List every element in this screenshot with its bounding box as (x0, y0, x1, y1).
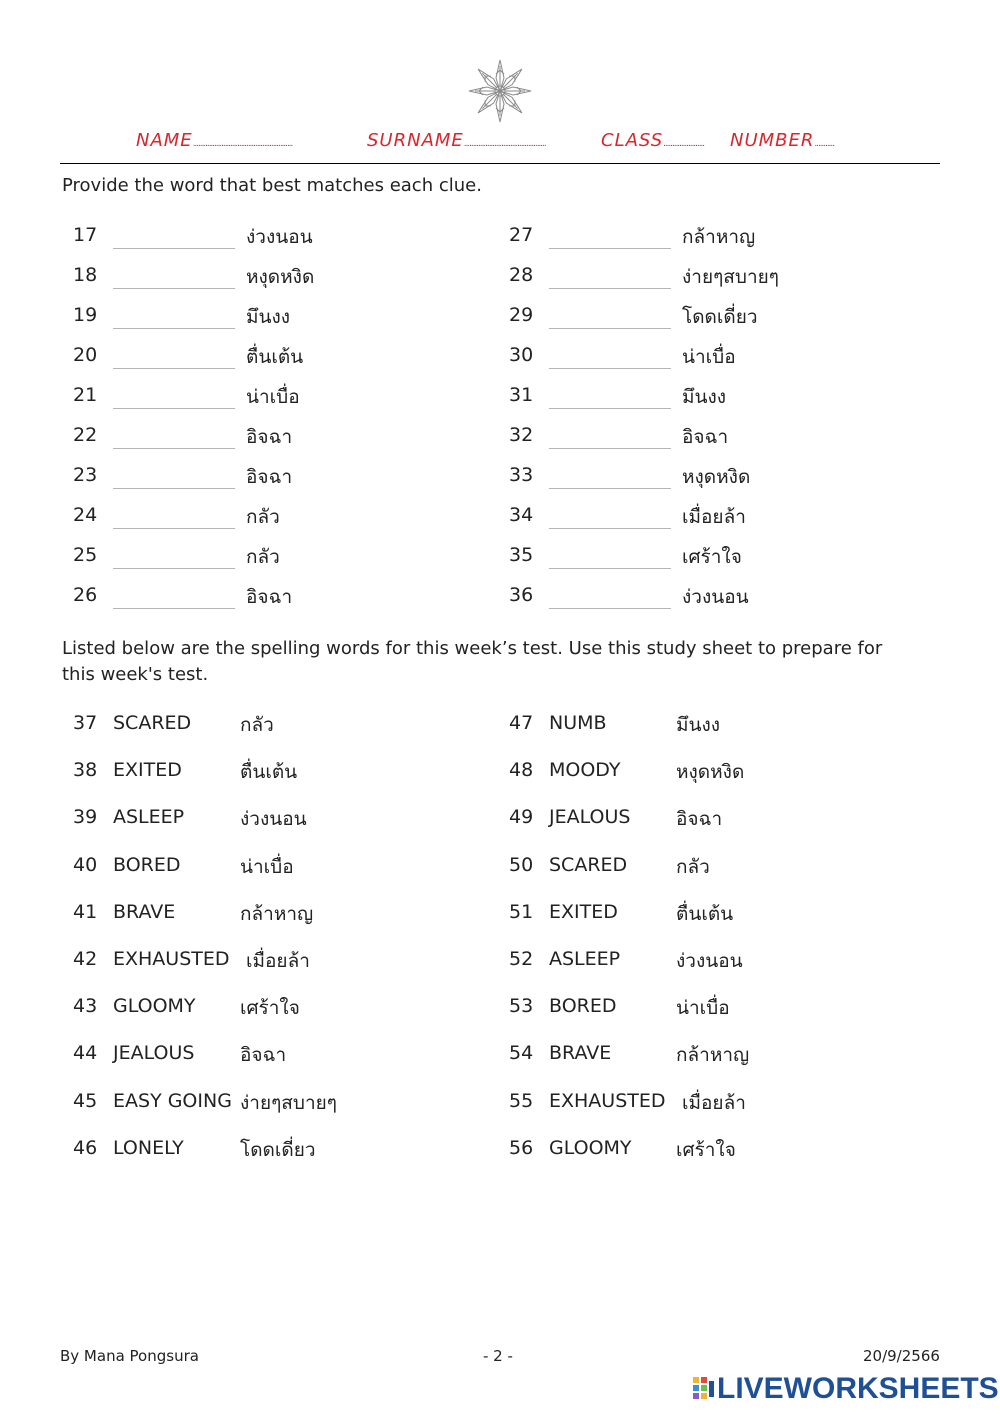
clue-number: 18 (73, 264, 98, 286)
section2-instruction-line1: Listed below are the spelling words for this week’s test. Use this study sheet to prepare for (62, 638, 883, 659)
clue-number: 30 (509, 344, 534, 366)
thai-meaning: ง่วงนอน (676, 950, 743, 972)
liveworksheets-wordmark: LIVEWORKSHEETS (717, 1372, 999, 1405)
spelling-word: EXHAUSTED (113, 948, 230, 970)
spelling-word: ASLEEP (113, 806, 185, 828)
clue-thai: หงุดหงิด (682, 466, 751, 488)
number-field[interactable] (730, 130, 834, 151)
answer-blank[interactable] (549, 328, 671, 329)
word-number: 41 (73, 901, 98, 923)
clue-thai: มึนงง (246, 306, 291, 328)
spelling-word: MOODY (549, 759, 621, 781)
word-number: 54 (509, 1042, 534, 1064)
spelling-word: SCARED (549, 854, 628, 876)
clue-thai: โดดเดี่ยว (682, 306, 758, 328)
answer-blank[interactable] (549, 528, 671, 529)
answer-blank[interactable] (113, 568, 235, 569)
spelling-word: NUMB (549, 712, 607, 734)
word-number: 38 (73, 759, 98, 781)
spelling-word: BRAVE (549, 1042, 612, 1064)
thai-meaning: อิจฉา (676, 808, 723, 830)
answer-blank[interactable] (549, 448, 671, 449)
thai-meaning: น่าเบื่อ (676, 997, 730, 1019)
clue-number: 17 (73, 224, 98, 246)
clue-thai: กลัว (246, 506, 280, 528)
thai-meaning: ง่วงนอน (240, 808, 307, 830)
student-info-bar (60, 126, 940, 156)
clue-thai: อิจฉา (682, 426, 729, 448)
clue-thai: มึนงง (682, 386, 727, 408)
answer-blank[interactable] (113, 408, 235, 409)
thai-meaning: อิจฉา (240, 1044, 287, 1066)
clue-thai: ง่วงนอน (246, 226, 313, 248)
name-field[interactable] (136, 130, 292, 151)
word-number: 50 (509, 854, 534, 876)
thai-meaning: ตื่นเต้น (240, 761, 298, 783)
section1-instruction: Provide the word that best matches each clue. (62, 175, 482, 196)
clue-number: 32 (509, 424, 534, 446)
class-dots: ....................... (663, 138, 705, 149)
answer-blank[interactable] (113, 528, 235, 529)
thai-meaning: กลัว (676, 856, 710, 878)
footer-date: 20/9/2566 (863, 1347, 940, 1365)
answer-blank[interactable] (549, 288, 671, 289)
clue-thai: น่าเบื่อ (246, 386, 300, 408)
clue-thai: ง่ายๆสบายๆ (682, 266, 779, 288)
clue-thai: อิจฉา (246, 466, 293, 488)
word-number: 44 (73, 1042, 98, 1064)
surname-field[interactable] (367, 130, 546, 151)
thai-meaning: มึนงง (676, 714, 721, 736)
clue-number: 21 (73, 384, 98, 406)
word-number: 42 (73, 948, 98, 970)
thai-meaning: กล้าหาญ (676, 1044, 750, 1066)
clue-thai: น่าเบื่อ (682, 346, 736, 368)
answer-blank[interactable] (549, 488, 671, 489)
word-number: 43 (73, 995, 98, 1017)
clue-number: 22 (73, 424, 98, 446)
name-label: NAME (136, 130, 193, 151)
spelling-word: BRAVE (113, 901, 176, 923)
clue-thai: อิจฉา (246, 426, 293, 448)
clue-thai: กลัว (246, 546, 280, 568)
spelling-word: EXITED (549, 901, 618, 923)
thai-meaning: หงุดหงิด (676, 761, 745, 783)
clue-number: 19 (73, 304, 98, 326)
answer-blank[interactable] (113, 288, 235, 289)
spelling-word: GLOOMY (549, 1137, 632, 1159)
number-label: NUMBER (730, 130, 815, 151)
class-label: CLASS (601, 130, 664, 151)
clue-number: 29 (509, 304, 534, 326)
word-number: 52 (509, 948, 534, 970)
footer-author: By Mana Pongsura (60, 1347, 199, 1365)
clue-thai: ตื่นเต้น (246, 346, 304, 368)
spelling-word: GLOOMY (113, 995, 196, 1017)
answer-blank[interactable] (549, 608, 671, 609)
spelling-word: SCARED (113, 712, 192, 734)
answer-blank[interactable] (549, 368, 671, 369)
word-number: 40 (73, 854, 98, 876)
header-divider (60, 163, 940, 164)
answer-blank[interactable] (113, 248, 235, 249)
spelling-word: LONELY (113, 1137, 184, 1159)
class-field[interactable] (601, 130, 704, 151)
clue-number: 35 (509, 544, 534, 566)
number-dots: ........... (814, 138, 834, 149)
liveworksheets-grid-icon (693, 1377, 715, 1401)
word-number: 53 (509, 995, 534, 1017)
word-number: 39 (73, 806, 98, 828)
clue-number: 31 (509, 384, 534, 406)
clue-thai: หงุดหงิด (246, 266, 315, 288)
section2-instruction-line2: this week's test. (62, 664, 209, 685)
thai-meaning: เศร้าใจ (676, 1139, 736, 1161)
spelling-word: EXITED (113, 759, 182, 781)
clue-number: 25 (73, 544, 98, 566)
surname-label: SURNAME (367, 130, 464, 151)
word-number: 48 (509, 759, 534, 781)
name-dots: ........................................................ (192, 138, 293, 149)
surname-dots: .............................................. (463, 138, 546, 149)
clue-thai: เมื่อยล้า (682, 506, 746, 528)
thai-meaning: เมื่อยล้า (682, 1092, 746, 1114)
word-number: 46 (73, 1137, 98, 1159)
snowflake-ornament-icon (465, 56, 535, 126)
answer-blank[interactable] (113, 328, 235, 329)
clue-number: 23 (73, 464, 98, 486)
word-number: 47 (509, 712, 534, 734)
spelling-word: BORED (549, 995, 617, 1017)
thai-meaning: น่าเบื่อ (240, 856, 294, 878)
spelling-word: JEALOUS (113, 1042, 195, 1064)
clue-number: 33 (509, 464, 534, 486)
clue-number: 26 (73, 584, 98, 606)
thai-meaning: กล้าหาญ (240, 903, 314, 925)
thai-meaning: เศร้าใจ (240, 997, 300, 1019)
footer-page-number: - 2 - (483, 1347, 513, 1365)
answer-blank[interactable] (113, 488, 235, 489)
word-number: 55 (509, 1090, 534, 1112)
answer-blank[interactable] (113, 448, 235, 449)
clue-number: 24 (73, 504, 98, 526)
answer-blank[interactable] (113, 368, 235, 369)
clue-number: 20 (73, 344, 98, 366)
spelling-word: JEALOUS (549, 806, 631, 828)
spelling-word: ASLEEP (549, 948, 621, 970)
word-number: 56 (509, 1137, 534, 1159)
answer-blank[interactable] (113, 608, 235, 609)
answer-blank[interactable] (549, 408, 671, 409)
word-number: 37 (73, 712, 98, 734)
word-number: 49 (509, 806, 534, 828)
thai-meaning: โดดเดี่ยว (240, 1139, 316, 1161)
answer-blank[interactable] (549, 248, 671, 249)
clue-number: 27 (509, 224, 534, 246)
thai-meaning: กลัว (240, 714, 274, 736)
thai-meaning: ง่ายๆสบายๆ (240, 1092, 337, 1114)
thai-meaning: เมื่อยล้า (246, 950, 310, 972)
word-number: 51 (509, 901, 534, 923)
clue-number: 28 (509, 264, 534, 286)
clue-number: 36 (509, 584, 534, 606)
clue-number: 34 (509, 504, 534, 526)
clue-thai: เศร้าใจ (682, 546, 742, 568)
liveworksheets-logo (693, 1372, 999, 1408)
spelling-word: EXHAUSTED (549, 1090, 666, 1112)
word-number: 45 (73, 1090, 98, 1112)
spelling-word: BORED (113, 854, 181, 876)
answer-blank[interactable] (549, 568, 671, 569)
spelling-word: EASY GOING (113, 1090, 232, 1112)
thai-meaning: ตื่นเต้น (676, 903, 734, 925)
clue-thai: อิจฉา (246, 586, 293, 608)
clue-thai: กล้าหาญ (682, 226, 756, 248)
clue-thai: ง่วงนอน (682, 586, 749, 608)
